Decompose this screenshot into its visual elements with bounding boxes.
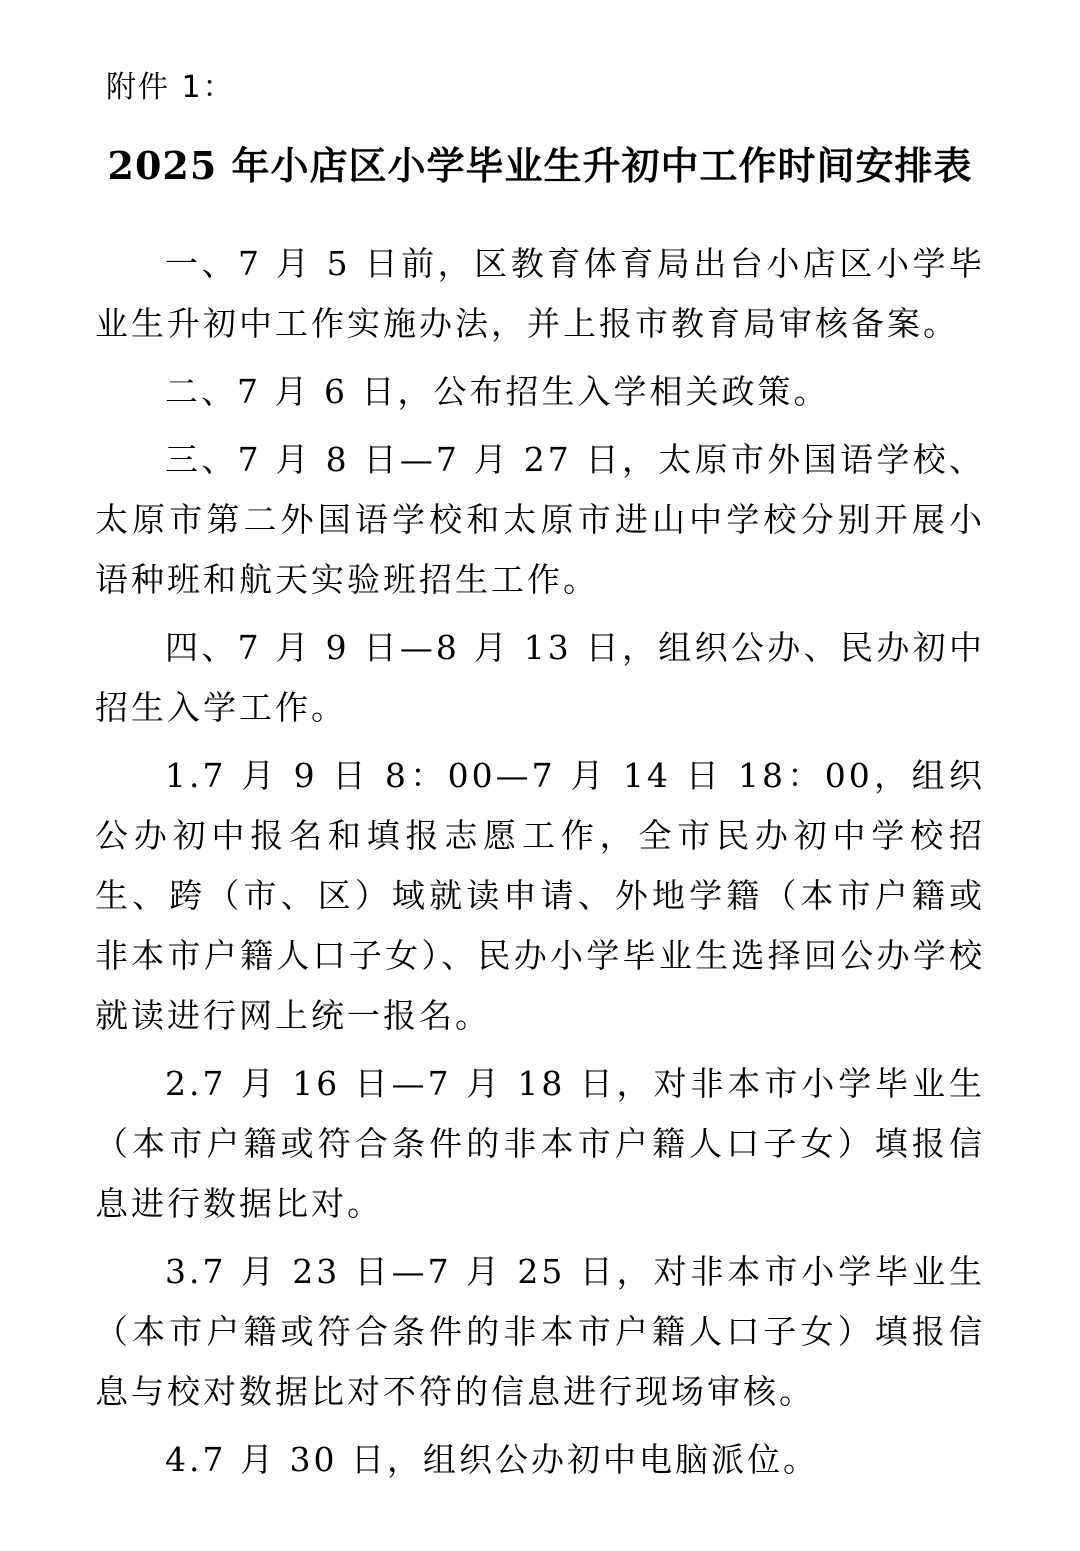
paragraph-2: 二、7 月 6 日，公布招生入学相关政策。: [165, 372, 830, 411]
paragraph-5: 1.7 月 9 日 8：00—7 月 14 日 18：00，组织公办初中报名和填报志愿工作，全市民办初中学校招生、跨（市、区）域就读申请、外地学籍（本市户籍或非本市户籍人口子女）、民办小学毕业生选择回公办学校就读进行网上统一报名。: [95, 756, 985, 1035]
paragraph-6: 2.7 月 16 日—7 月 18 日，对非本市小学毕业生（本市户籍或符合条件的非本市户籍人口子女）填报信息进行数据比对。: [95, 1064, 985, 1223]
paragraph-4: 四、7 月 9 日—8 月 13 日，组织公办、民办初中招生入学工作。: [95, 628, 985, 727]
attachment-label: 附件 1：: [106, 70, 235, 105]
paragraph-3: 三、7 月 8 日—7 月 27 日，太原市外国语学校、太原市第二外国语学校和太原市进山中学校分别开展小语种班和航天实验班招生工作。: [95, 440, 985, 599]
paragraph-8: 4.7 月 30 日，组织公办初中电脑派位。: [165, 1440, 819, 1479]
paragraph-1: 一、7 月 5 日前，区教育体育局出台小店区小学毕业生升初中工作实施办法，并上报市教育局审核备案。: [95, 244, 985, 343]
paragraph-7: 3.7 月 23 日—7 月 25 日，对非本市小学毕业生（本市户籍或符合条件的非本市户籍人口子女）填报信息与校对数据比对不符的信息进行现场审核。: [95, 1252, 985, 1411]
document-body: [95, 234, 985, 1498]
document-title: 2025 年小店区小学毕业生升初中工作时间安排表: [107, 143, 973, 188]
